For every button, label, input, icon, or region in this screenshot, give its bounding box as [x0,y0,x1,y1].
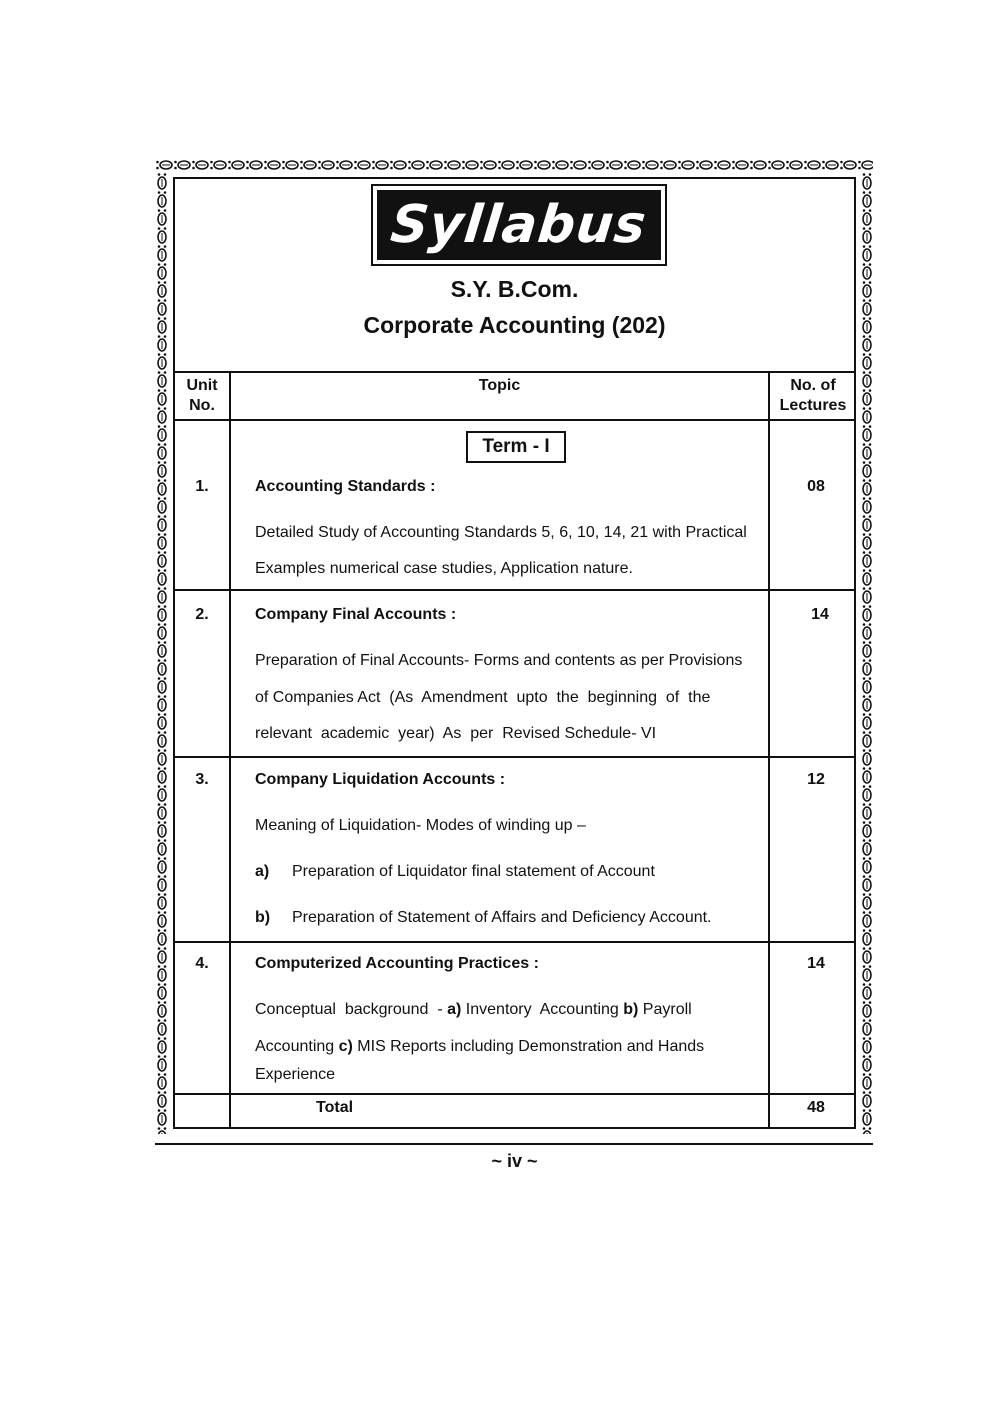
text-fragment: Conceptual background - [255,1001,448,1018]
lecture-count: 12 [807,771,825,788]
text-fragment: Accounting [255,1038,339,1055]
unit-title: Company Liquidation Accounts : [255,771,506,788]
header-lectures [770,376,856,416]
topic-line: Meaning of Liquidation- Modes of winding up – [255,817,586,834]
class-name: S.Y. B.Com. [450,276,579,302]
topic-line: of Companies Act (As Amendment upto the beginning of the [255,689,711,706]
total-value: 48 [807,1099,825,1116]
lecture-count: 14 [807,955,825,972]
text-fragment: Payroll [638,1001,692,1018]
text-fragment: Inventory Accounting [461,1001,624,1018]
header-topic [231,376,768,396]
list-marker: a) [255,863,270,880]
header-topic-label: Topic [478,377,521,394]
unit-title: Accounting Standards : [255,478,436,495]
unit-title: Computerized Accounting Practices : [255,955,539,972]
unit-number: 2. [195,606,209,623]
header-unit [175,376,229,416]
decorative-border-left [155,172,169,1134]
list-item: Preparation of Statement of Affairs and Deficiency Account. [292,909,712,926]
topic-line: Experience [255,1066,336,1083]
syllabus-logo-text: Syllabus [388,195,650,255]
topic-line: relevant academic year) As per Revised Schedule- VI [255,725,657,742]
decorative-border-right [860,172,874,1134]
header-bottom-rule [173,419,856,421]
topic-line [255,1000,692,1020]
table-top-rule [173,371,856,373]
lecture-count: 14 [811,606,829,623]
footer-rule [155,1143,873,1145]
page-number: ~ iv ~ [491,1151,538,1171]
total-label: Total [316,1099,354,1116]
topic-line: Preparation of Final Accounts- Forms and contents as per Provisions [255,652,743,669]
header-lectures-line1: No. of [790,377,836,394]
topic-line: Detailed Study of Accounting Standards 5, 6, 10, 14, 21 with Practical [255,524,747,541]
term-label: Term - I [466,431,566,463]
topic-line [255,1037,704,1057]
list-marker: a) [447,1001,462,1018]
column-divider-unit [229,371,231,1128]
unit-number: 4. [195,955,209,972]
text-fragment: MIS Reports including Demonstration and Hands [352,1038,705,1055]
row-divider-1 [173,589,856,591]
unit-number: 1. [195,478,209,495]
row-divider-3 [173,941,856,943]
decorative-border-top [155,158,873,172]
header-lectures-line2: Lectures [779,397,847,414]
total-divider [173,1093,856,1095]
lecture-count: 08 [807,478,825,495]
unit-title: Company Final Accounts : [255,606,457,623]
list-marker: c) [338,1038,353,1055]
topic-line: Examples numerical case studies, Application nature. [255,560,633,577]
header-unit-line1: Unit [186,377,218,394]
list-marker: b) [255,909,271,926]
list-item: Preparation of Liquidator final statement of Account [292,863,655,880]
subject-title: Corporate Accounting (202) [363,312,666,338]
header-unit-line2: No. [189,397,215,414]
syllabus-logo [371,184,667,266]
row-divider-2 [173,756,856,758]
list-marker: b) [623,1001,639,1018]
unit-number: 3. [195,771,209,788]
